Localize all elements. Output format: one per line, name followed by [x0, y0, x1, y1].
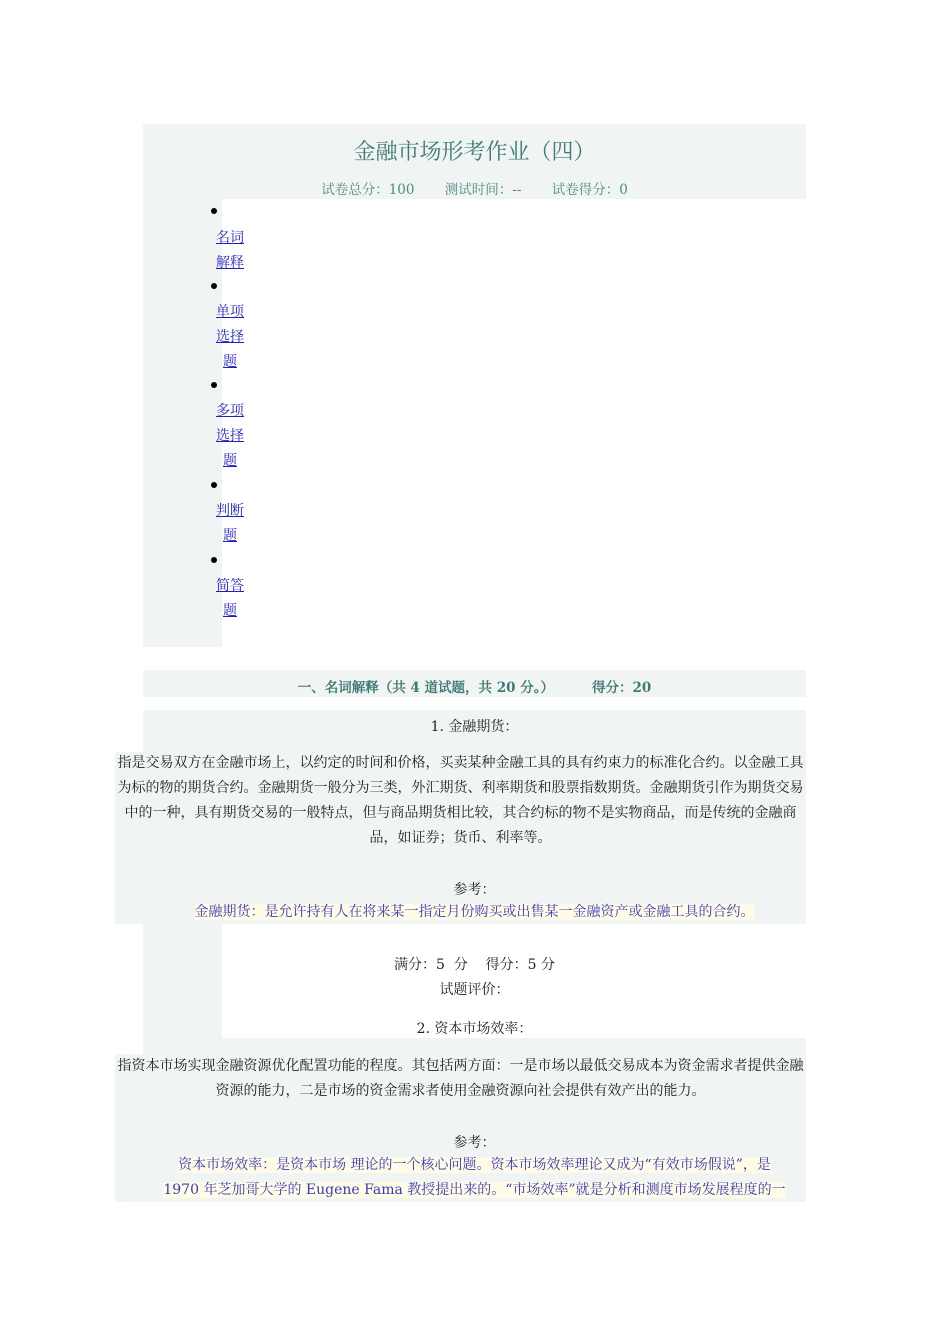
reference-answer: [143, 1153, 806, 1203]
nav-link-multiple-choice[interactable]: 多项选择题: [216, 403, 244, 469]
nav-link-true-false[interactable]: 判断题: [216, 503, 244, 544]
nav-link-short-answer[interactable]: 简答题: [216, 578, 244, 619]
bullet-icon: [211, 382, 217, 388]
page-title: 金融市场形考作业（四）: [353, 140, 596, 165]
total-score: 试卷总分：100: [321, 182, 415, 198]
question-evaluation: 试题评价：: [439, 982, 510, 998]
reference-text-line-2: 1970 年芝加哥大学的 Eugene Fama 教授提出来的。“市场效率”就是分析和测度市场发展程度的一: [163, 1182, 786, 1198]
student-answer: 指是交易双方在金融市场上，以约定的时间和价格，买卖某种金融工具的具有约束力的标准化合约。以金融工具为标的物的期货合约。金融期货一般分为三类，外汇期货、利率期货和股票指数期货。金融期货引作为期货交易中的一种，具有期货交易的一般特点，但与商品期货相比较，其合约标的物不是实物商品，而是传统的金融商品，如证券；货币、利率等。: [117, 755, 804, 846]
section-heading: [143, 676, 806, 696]
bullet-icon: [211, 482, 217, 488]
exam-score: 试卷得分：0: [551, 182, 628, 198]
nav-link-single-choice[interactable]: 单项选择题: [216, 304, 244, 370]
reference-label: 参考：: [453, 1135, 496, 1151]
nav-link-term-explanation[interactable]: 名词解释: [216, 230, 244, 271]
reference-answer: [143, 900, 806, 925]
bullet-icon: [211, 557, 217, 563]
score-line: 满分：5 分 得分：5 分: [394, 957, 555, 973]
question-title: 2. 资本市场效率：: [416, 1021, 533, 1037]
reference-text: 金融期货：是允许持有人在将来某一指定月份购买或出售某一金融资产或金融工具的合约。: [194, 904, 755, 920]
nav-panel: [143, 199, 222, 647]
section-score: 得分：20: [591, 680, 652, 696]
student-answer: 指资本市场实现金融资源优化配置功能的程度。其包括两方面：一是市场以最低交易成本为资金需求者提供金融资源的能力，二是市场的资金需求者使用金融资源向社会提供有效产出的能力。: [117, 1058, 804, 1099]
question-title: 1. 金融期货：: [430, 719, 519, 735]
section-title: 一、名词解释（共 4 道试题，共 20 分。）: [297, 680, 554, 696]
exam-meta: [143, 178, 806, 198]
test-time: 测试时间：--: [444, 182, 522, 198]
question-header-panel: [143, 1038, 806, 1054]
reference-label: 参考：: [453, 882, 496, 898]
bullet-icon: [211, 208, 217, 214]
bullet-icon: [211, 283, 217, 289]
reference-text-line-1: 资本市场效率：是资本市场 理论的一个核心问题。资本市场效率理论又成为“有效市场假说”，是: [178, 1157, 771, 1173]
